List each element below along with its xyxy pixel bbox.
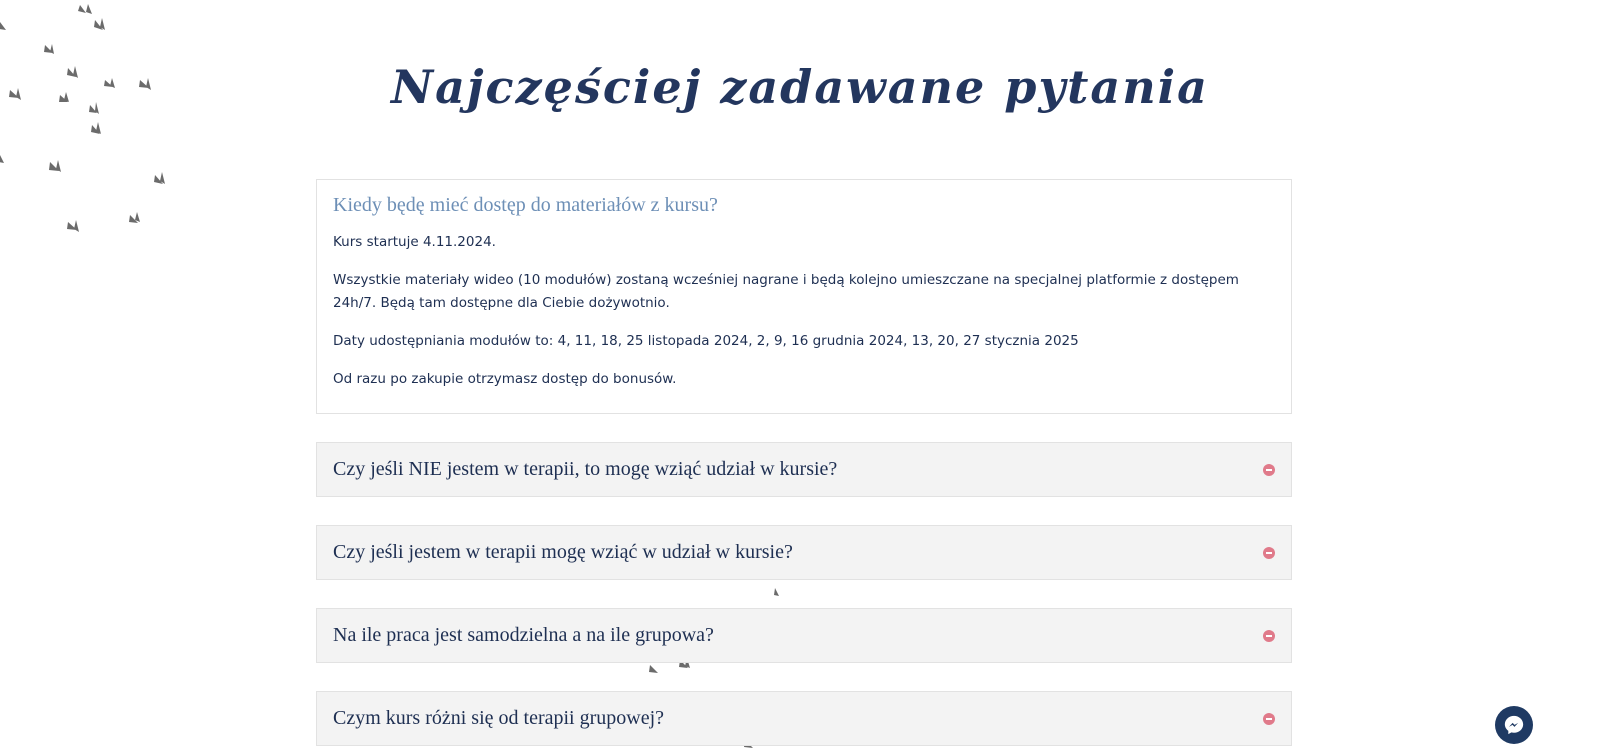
faq-item[interactable] <box>316 442 1292 497</box>
messenger-chat-button[interactable] <box>1495 706 1533 744</box>
faq-item-open[interactable] <box>316 179 1292 414</box>
faq-accordion <box>316 179 1292 746</box>
page-title: Najczęściej zadawane pytania <box>391 60 1209 114</box>
faq-question[interactable]: Na ile praca jest samodzielna a na ile grupowa? <box>333 624 714 646</box>
faq-item[interactable] <box>316 691 1292 746</box>
faq-item[interactable] <box>316 525 1292 580</box>
faq-item[interactable] <box>316 608 1292 663</box>
minus-circle-icon[interactable] <box>1263 464 1275 476</box>
faq-question[interactable]: Kiedy będę mieć dostęp do materiałów z kursu? <box>333 194 718 216</box>
messenger-icon <box>1503 714 1525 736</box>
birds-decoration-icon <box>0 0 200 250</box>
faq-answer-paragraph: Od razu po zakupie otrzymasz dostęp do bonusów. <box>333 371 677 387</box>
faq-answer-paragraph: Daty udostępniania modułów to: 4, 11, 18, 25 listopada 2024, 2, 9, 16 grudnia 2024, 13, 20, 27 stycznia 2025 <box>333 333 1079 349</box>
minus-circle-icon[interactable] <box>1263 630 1275 642</box>
minus-circle-icon[interactable] <box>1263 713 1275 725</box>
faq-answer-paragraph: Kurs startuje 4.11.2024. <box>333 234 496 250</box>
faq-question[interactable]: Czy jeśli NIE jestem w terapii, to mogę wziąć udział w kursie? <box>333 458 838 480</box>
faq-answer-paragraph: Wszystkie materiały wideo (10 modułów) zostaną wcześniej nagrane i będą kolejno umieszczane na specjalnej platformie z dostępem 24h/7. Będą tam dostępne dla Ciebie dożywotnio. <box>333 272 1239 311</box>
minus-circle-icon[interactable] <box>1263 547 1275 559</box>
faq-question[interactable]: Czym kurs różni się od terapii grupowej? <box>333 707 665 729</box>
faq-question[interactable]: Czy jeśli jestem w terapii mogę wziąć w udział w kursie? <box>333 541 793 563</box>
